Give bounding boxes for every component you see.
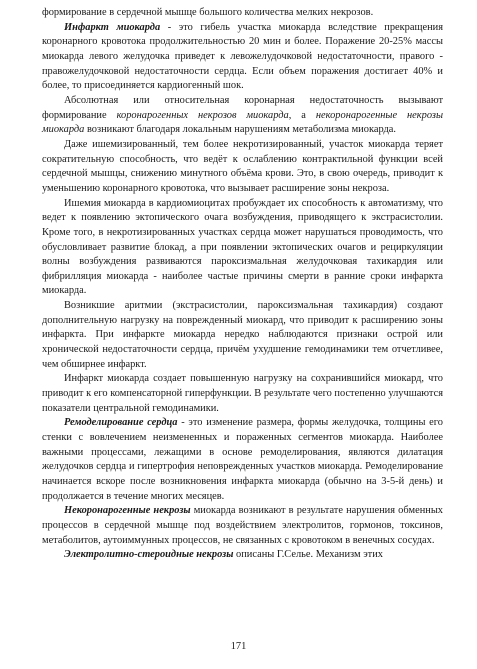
paragraph-continuation <box>42 6 443 21</box>
text-run: Абсолютная или относительная коронарная недостаточность вызывают формирование <box>42 94 443 121</box>
italic-term: коронарогенных некрозов миокарда <box>116 109 289 121</box>
paragraph-ischemia-arrhythmia <box>42 197 443 300</box>
text-run: - это гибель участка миокарда вследствие прекращения коронарного кровотока продолжительностью 20 мин и более. Поражение 20-25% массы миокарда левого желудочка приведет к левожелудочковой недостаточности, правого - правожелудочковой недостаточности сердца. Если объем поражения достигает 40% и более, то присоединяется кардиогенный шок. <box>42 21 443 92</box>
paragraph-electrolyte-necrosis <box>42 548 443 563</box>
term-heading: Некоронарогенные некрозы <box>64 505 191 517</box>
text-run: миокарда возникают в результате нарушения обменных процессов в сердечной мышце под воздействием электролитов, гормонов, токсинов, метаболитов, аутоиммунных процессов, не связанных с кровотоком в венечных сосудах. <box>42 505 444 546</box>
text-run: Возникшие аритмии (экстрасистолии, пароксизмальная тахикардия) создают дополнительную нагрузку на поврежденный миокард, что приводит к расширению зоны инфаркта. При инфаркте миокарда нередко наблюдаются признаки острой или хронической недостаточности сердца, причём ухудшение гемодинамики тем отчетливее, чем обширнее инфаркт. <box>42 300 443 370</box>
text-run: возникают благодаря локальным нарушениям метаболизма миокарда. <box>84 124 396 136</box>
paragraph-arrhythmia-load <box>42 299 443 372</box>
text-run: - это изменение размера, формы желудочка, толщины его стенки с вовлечением неизмененных и пораженных сегментов миокарда. Наиболее важными процессами, лежащими в основе ремоделирования, являются дилатация желудочков сердца и гипертрофия неповрежденных участков миокарда. Ремоделирование начинается вскоре после возникновения инфаркта миокарда (обычно на 3-5-й день) и продолжается в течение многих месяцев. <box>42 417 443 502</box>
italic-term: некоронарогенные некрозы миокарда <box>42 109 443 136</box>
page-number: 171 <box>230 641 247 652</box>
text-run: Даже ишемизированный, тем более некротизированный, участок миокарда теряет сократительную способность, что ведёт к ослаблению контрактильной функции всей сердечной мышцы, снижению минутного объёма крови. Это, в свою очередь, приводит к уменьшению коронарного кровотока, что вызывает расширение зоны некроза. <box>42 138 443 194</box>
term-heading: Электролитно-стероидные некрозы <box>64 549 234 561</box>
text-run: описаны Г.Селье. Механизм этих <box>233 549 383 561</box>
term-heading: Ремоделирование сердца <box>64 417 178 429</box>
text-run: Инфаркт миокарда создает повышенную нагрузку на сохранившийся миокард, что приводит к его компенсаторной гиперфункции. В результате чего постепенно улучшаются показатели центральной гемодинамики. <box>42 373 443 414</box>
paragraph-hyperfunction <box>42 372 443 416</box>
term-heading: Инфаркт миокарда <box>64 21 161 33</box>
paragraph-noncoronary-necrosis <box>42 504 443 548</box>
text-run: , а <box>288 109 316 121</box>
paragraph-remodeling <box>42 416 443 504</box>
text-run: формирование в сердечной мышце большого количества мелких некрозов. <box>42 7 374 18</box>
paragraph-contractility <box>42 138 443 197</box>
paragraph-myocardial-infarction <box>42 21 443 94</box>
body-text <box>42 6 443 563</box>
text-run: Ишемия миокарда в кардиомиоцитах пробуждает их способность к автоматизму, что ведет к появлению эктопического очага возбуждения, приводящего к экстрасистолии. Кроме того, в некротизированных участках сердца может нарушаться проводимость, что обусловливает развитие блокад, а при появлении эктопических очагов и рециркуляции волны возбуждения развиваются пароксизмальная желудочковая тахикардия или фибрилляция миокарда - наиболее частые причины смерти в ранние сроки инфаркта миокарда. <box>42 197 443 297</box>
paragraph-coronary-insufficiency <box>42 94 443 138</box>
